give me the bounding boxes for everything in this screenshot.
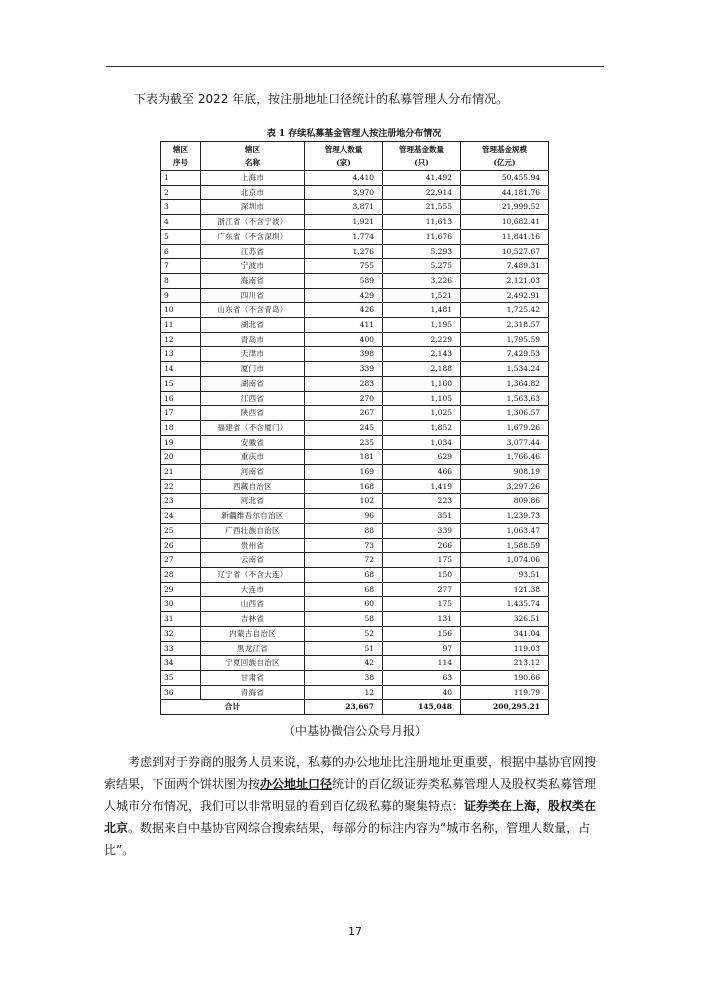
row-number: 22 — [161, 479, 201, 494]
region-name: 广西壮族自治区 — [201, 523, 305, 538]
table-row — [161, 318, 549, 333]
region-name: 吉林省 — [201, 612, 305, 627]
table-row — [161, 538, 549, 553]
region-name: 大连市 — [201, 582, 305, 597]
manager-count: 68 — [305, 582, 383, 597]
row-number: 15 — [161, 376, 201, 391]
region-name: 山西省 — [201, 597, 305, 612]
manager-count: 398 — [305, 347, 383, 362]
row-number: 3 — [161, 200, 201, 215]
manager-count: 339 — [305, 362, 383, 377]
fund-scale: 10,527.67 — [461, 244, 549, 259]
fund-scale: 21,999.52 — [461, 200, 549, 215]
table-row — [161, 479, 549, 494]
region-name: 江苏省 — [201, 244, 305, 259]
manager-count: 3,970 — [305, 185, 383, 200]
table-row — [161, 435, 549, 450]
row-number: 17 — [161, 406, 201, 421]
header-cell: 辖区 序号 — [161, 142, 201, 171]
manager-count: 181 — [305, 450, 383, 465]
table-row — [161, 670, 549, 685]
region-name: 海南省 — [201, 273, 305, 288]
row-number: 25 — [161, 523, 201, 538]
fund-scale: 1,063.47 — [461, 523, 549, 538]
region-name: 陕西省 — [201, 406, 305, 421]
table-row — [161, 406, 549, 421]
manager-count: 3,871 — [305, 200, 383, 215]
manager-count: 52 — [305, 626, 383, 641]
manager-count: 755 — [305, 259, 383, 274]
manager-count: 169 — [305, 465, 383, 480]
region-name: 宁夏回族自治区 — [201, 656, 305, 671]
region-name: 重庆市 — [201, 450, 305, 465]
row-number: 13 — [161, 347, 201, 362]
row-number: 26 — [161, 538, 201, 553]
row-number: 30 — [161, 597, 201, 612]
table-row — [161, 171, 549, 186]
fund-scale: 10,682.41 — [461, 215, 549, 230]
row-number: 32 — [161, 626, 201, 641]
manager-count: 245 — [305, 420, 383, 435]
row-number: 6 — [161, 244, 201, 259]
table-row — [161, 347, 549, 362]
table-row — [161, 376, 549, 391]
row-number: 28 — [161, 567, 201, 582]
fund-count: 41,492 — [383, 171, 461, 186]
region-name: 河北省 — [201, 494, 305, 509]
table-row — [161, 465, 549, 480]
manager-count: 72 — [305, 553, 383, 568]
fund-count: 21,555 — [383, 200, 461, 215]
region-name: 新疆维吾尔自治区 — [201, 509, 305, 524]
fund-scale: 1,795.59 — [461, 332, 549, 347]
fund-count: 175 — [383, 597, 461, 612]
table-row — [161, 509, 549, 524]
fund-count: 1,481 — [383, 303, 461, 318]
table-row — [161, 229, 549, 244]
fund-count: 339 — [383, 523, 461, 538]
table-container — [160, 128, 548, 715]
fund-scale: 2,318.57 — [461, 318, 549, 333]
table-caption: （中基协微信公众号月报） — [282, 724, 427, 738]
fund-count: 40 — [383, 685, 461, 700]
manager-count: 1,921 — [305, 215, 383, 230]
region-name: 黑龙江省 — [201, 641, 305, 656]
region-name: 贵州省 — [201, 538, 305, 553]
region-name: 辽宁省（不含大连） — [201, 567, 305, 582]
fund-scale: 1,563.63 — [461, 391, 549, 406]
manager-count: 270 — [305, 391, 383, 406]
fund-count: 1,105 — [383, 391, 461, 406]
table-row — [161, 362, 549, 377]
row-number: 11 — [161, 318, 201, 333]
region-name: 深圳市 — [201, 200, 305, 215]
table-row — [161, 685, 549, 700]
row-number: 19 — [161, 435, 201, 450]
region-name: 河南省 — [201, 465, 305, 480]
row-number: 10 — [161, 303, 201, 318]
fund-count: 1,160 — [383, 376, 461, 391]
table-row — [161, 523, 549, 538]
fund-scale: 1,239.73 — [461, 509, 549, 524]
fund-scale: 1,679.26 — [461, 420, 549, 435]
manager-count: 58 — [305, 612, 383, 627]
row-number: 35 — [161, 670, 201, 685]
fund-scale: 121.38 — [461, 582, 549, 597]
table-row — [161, 420, 549, 435]
region-name: 广东省（不含深圳） — [201, 229, 305, 244]
manager-count: 102 — [305, 494, 383, 509]
row-number: 31 — [161, 612, 201, 627]
fund-count: 114 — [383, 656, 461, 671]
table-row — [161, 288, 549, 303]
table-row — [161, 656, 549, 671]
fund-scale: 341.04 — [461, 626, 549, 641]
fund-scale: 3,297.26 — [461, 479, 549, 494]
row-number: 29 — [161, 582, 201, 597]
fund-count: 63 — [383, 670, 461, 685]
manager-count: 426 — [305, 303, 383, 318]
manager-count: 42 — [305, 656, 383, 671]
fund-scale: 44,181.76 — [461, 185, 549, 200]
fund-count: 277 — [383, 582, 461, 597]
row-number: 18 — [161, 420, 201, 435]
row-number: 7 — [161, 259, 201, 274]
underlined-emphasis: 办公地址口径 — [260, 777, 333, 791]
page-number: 17 — [348, 925, 362, 938]
paragraph-text: 统计的百亿级证券类私募管理人及股权类私募管理人城市分布情况，我们可以非常明显的看到百亿级私募的聚集特点： — [104, 777, 597, 813]
manager-count: 1,276 — [305, 244, 383, 259]
fund-count: 1,852 — [383, 420, 461, 435]
manager-count: 4,410 — [305, 171, 383, 186]
fund-scale: 3,077.44 — [461, 435, 549, 450]
fund-count: 2,188 — [383, 362, 461, 377]
table-total-row — [161, 700, 549, 715]
row-number: 12 — [161, 332, 201, 347]
table-row — [161, 612, 549, 627]
region-name: 浙江省（不含宁波） — [201, 215, 305, 230]
table-row — [161, 273, 549, 288]
region-name: 四川省 — [201, 288, 305, 303]
table-row — [161, 391, 549, 406]
table-row — [161, 582, 549, 597]
fund-scale: 1,534.24 — [461, 362, 549, 377]
row-number: 14 — [161, 362, 201, 377]
fund-scale: 1,588.59 — [461, 538, 549, 553]
table-row — [161, 553, 549, 568]
fund-count: 5,275 — [383, 259, 461, 274]
total-managers: 23,667 — [305, 700, 383, 715]
table-title: 表 1 存续私募基金管理人按注册地分布情况 — [266, 129, 442, 139]
fund-count: 3,226 — [383, 273, 461, 288]
fund-count: 1,521 — [383, 288, 461, 303]
fund-scale: 93.51 — [461, 567, 549, 582]
manager-count: 68 — [305, 567, 383, 582]
intro-text: 下表为截至 2022 年底，按注册地址口径统计的私募管理人分布情况。 — [134, 92, 509, 106]
total-label: 合计 — [161, 700, 305, 715]
manager-distribution-table — [160, 141, 549, 715]
manager-count: 411 — [305, 318, 383, 333]
total-funds: 145,048 — [383, 700, 461, 715]
header-cell: 辖区 名称 — [201, 142, 305, 171]
manager-count: 51 — [305, 641, 383, 656]
fund-scale: 1,766.46 — [461, 450, 549, 465]
table-row — [161, 303, 549, 318]
table-row — [161, 185, 549, 200]
region-name: 宁波市 — [201, 259, 305, 274]
bold-emphasis: 证券类在上海，股权类在北京 — [104, 799, 597, 835]
region-name: 江西省 — [201, 391, 305, 406]
region-name: 青岛市 — [201, 332, 305, 347]
manager-count: 168 — [305, 479, 383, 494]
fund-scale: 190.66 — [461, 670, 549, 685]
fund-count: 266 — [383, 538, 461, 553]
fund-scale: 1,306.57 — [461, 406, 549, 421]
manager-count: 235 — [305, 435, 383, 450]
row-number: 36 — [161, 685, 201, 700]
fund-scale: 326.51 — [461, 612, 549, 627]
fund-scale: 2,492.91 — [461, 288, 549, 303]
row-number: 16 — [161, 391, 201, 406]
row-number: 9 — [161, 288, 201, 303]
header-rule — [106, 66, 604, 67]
manager-count: 429 — [305, 288, 383, 303]
manager-count: 1,774 — [305, 229, 383, 244]
region-name: 湖南省 — [201, 376, 305, 391]
row-number: 34 — [161, 656, 201, 671]
body-paragraph — [104, 751, 604, 861]
fund-count: 22,914 — [383, 185, 461, 200]
fund-scale: 50,455.94 — [461, 171, 549, 186]
fund-scale: 809.86 — [461, 494, 549, 509]
table-row — [161, 332, 549, 347]
region-name: 西藏自治区 — [201, 479, 305, 494]
row-number: 23 — [161, 494, 201, 509]
fund-count: 156 — [383, 626, 461, 641]
fund-scale: 119.03 — [461, 641, 549, 656]
fund-count: 2,229 — [383, 332, 461, 347]
manager-count: 283 — [305, 376, 383, 391]
fund-scale: 908.19 — [461, 465, 549, 480]
row-number: 20 — [161, 450, 201, 465]
manager-count: 88 — [305, 523, 383, 538]
fund-count: 5,293 — [383, 244, 461, 259]
table-row — [161, 597, 549, 612]
paragraph-text: 。数据来自中基协官网综合搜索结果，每部分的标注内容为“城市名称，管理人数量，占比”。 — [104, 821, 591, 857]
fund-count: 2,143 — [383, 347, 461, 362]
manager-count: 96 — [305, 509, 383, 524]
region-name: 北京市 — [201, 185, 305, 200]
row-number: 8 — [161, 273, 201, 288]
fund-count: 150 — [383, 567, 461, 582]
fund-scale: 1,725.42 — [461, 303, 549, 318]
region-name: 天津市 — [201, 347, 305, 362]
table-row — [161, 626, 549, 641]
row-number: 33 — [161, 641, 201, 656]
row-number: 27 — [161, 553, 201, 568]
table-row — [161, 259, 549, 274]
fund-count: 97 — [383, 641, 461, 656]
fund-count: 466 — [383, 465, 461, 480]
fund-scale: 1,074.06 — [461, 553, 549, 568]
region-name: 安徽省 — [201, 435, 305, 450]
fund-scale: 7,489.31 — [461, 259, 549, 274]
fund-scale: 213.12 — [461, 656, 549, 671]
fund-count: 11,676 — [383, 229, 461, 244]
table-row — [161, 494, 549, 509]
table-row — [161, 244, 549, 259]
row-number: 5 — [161, 229, 201, 244]
fund-scale: 2,121.03 — [461, 273, 549, 288]
manager-count: 38 — [305, 670, 383, 685]
fund-count: 223 — [383, 494, 461, 509]
table-row — [161, 641, 549, 656]
manager-count: 73 — [305, 538, 383, 553]
manager-count: 589 — [305, 273, 383, 288]
total-scale: 200,295.21 — [461, 700, 549, 715]
fund-scale: 1,364.82 — [461, 376, 549, 391]
region-name: 福建省（不含厦门） — [201, 420, 305, 435]
row-number: 21 — [161, 465, 201, 480]
fund-count: 1,419 — [383, 479, 461, 494]
fund-count: 11,613 — [383, 215, 461, 230]
fund-count: 1,195 — [383, 318, 461, 333]
table-row — [161, 567, 549, 582]
fund-scale: 11,841.16 — [461, 229, 549, 244]
fund-count: 629 — [383, 450, 461, 465]
fund-scale: 7,429.53 — [461, 347, 549, 362]
region-name: 云南省 — [201, 553, 305, 568]
region-name: 上海市 — [201, 171, 305, 186]
paragraph-text: 考虑到对于券商的服务人员来说，私募的办公地址比注册地址更重要，根据中基协官网搜索结果，下面两个饼状图为按 — [104, 755, 597, 791]
manager-count: 60 — [305, 597, 383, 612]
region-name: 厦门市 — [201, 362, 305, 377]
region-name: 山东省（不含青岛） — [201, 303, 305, 318]
row-number: 1 — [161, 171, 201, 186]
header-cell: 管理基金数量 (只) — [383, 142, 461, 171]
table-row — [161, 200, 549, 215]
fund-count: 351 — [383, 509, 461, 524]
row-number: 2 — [161, 185, 201, 200]
manager-count: 12 — [305, 685, 383, 700]
fund-count: 1,025 — [383, 406, 461, 421]
table-row — [161, 450, 549, 465]
fund-count: 131 — [383, 612, 461, 627]
manager-count: 267 — [305, 406, 383, 421]
header-cell: 管理基金规模 (亿元) — [461, 142, 549, 171]
region-name: 内蒙古自治区 — [201, 626, 305, 641]
table-row — [161, 215, 549, 230]
fund-count: 1,034 — [383, 435, 461, 450]
fund-scale: 1,435.74 — [461, 597, 549, 612]
row-number: 24 — [161, 509, 201, 524]
region-name: 青海省 — [201, 685, 305, 700]
region-name: 湖北省 — [201, 318, 305, 333]
region-name: 甘肃省 — [201, 670, 305, 685]
header-cell: 管理人数量 (家) — [305, 142, 383, 171]
table-header-row — [161, 142, 549, 171]
row-number: 4 — [161, 215, 201, 230]
fund-scale: 119.79 — [461, 685, 549, 700]
manager-count: 400 — [305, 332, 383, 347]
fund-count: 175 — [383, 553, 461, 568]
